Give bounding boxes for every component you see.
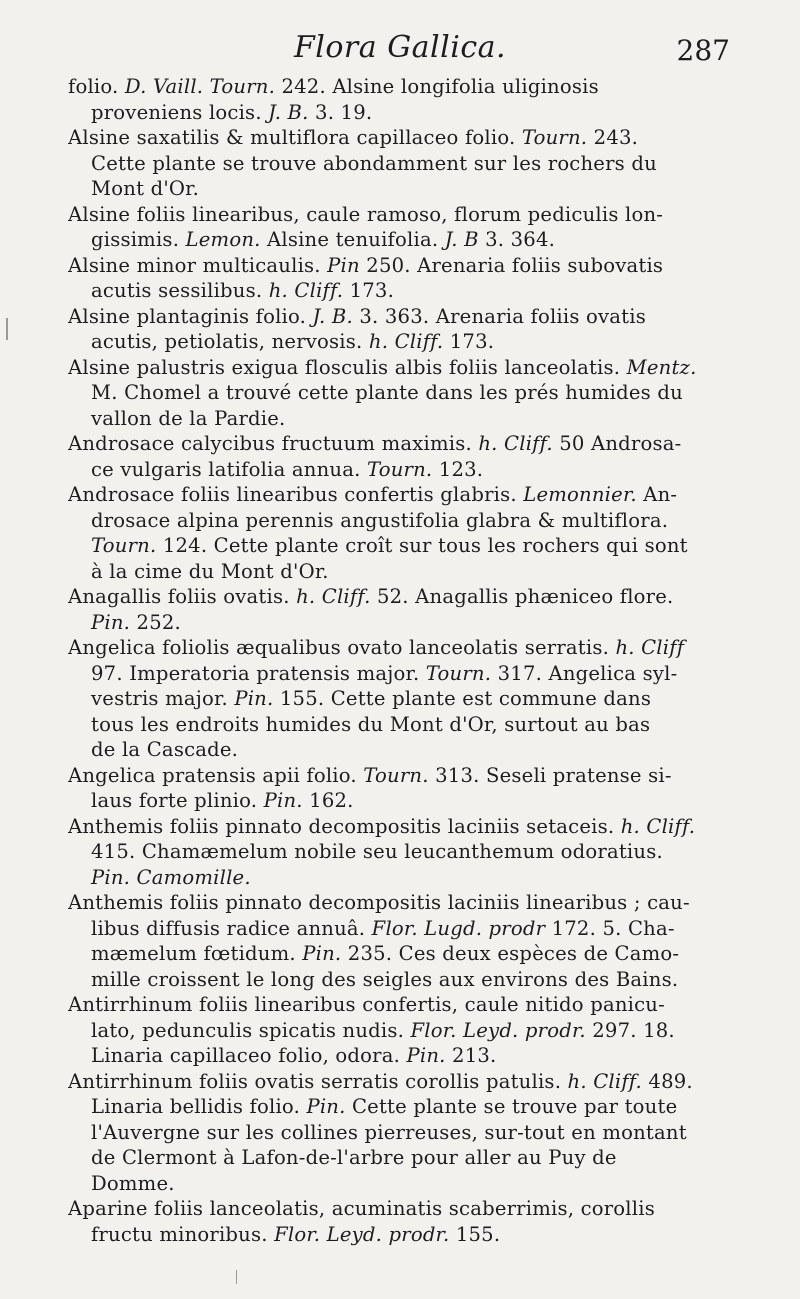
citation-text: Tourn. [91, 534, 157, 557]
citation-text: h. Cliff. [478, 432, 553, 455]
line-text: 162. [302, 789, 354, 812]
text-line [68, 737, 743, 763]
line-text: 297. 18. [585, 1018, 675, 1042]
line-text: Angelica pratensis apii folio. [68, 763, 364, 787]
citation-text: Tourn. [425, 661, 492, 685]
line-text: 124. Cette plante croît sur tous les rochers qui sont [156, 534, 688, 557]
citation-text: Lemon. [185, 228, 261, 251]
line-text: 155. [449, 1222, 501, 1246]
text-line [68, 355, 743, 381]
line-text: proveniens locis. [91, 100, 269, 124]
line-text: Angelica foliolis æqualibus ovato lanceolatis serratis. [68, 636, 616, 659]
line-text: Alsine plantaginis folio. [68, 304, 313, 328]
line-text: Cette plante se trouve par toute [345, 1095, 678, 1118]
text-line [68, 329, 743, 355]
citation-text: Tourn. [521, 126, 588, 149]
line-text: Androsace calycibus fructuum maximis. [68, 432, 479, 455]
body-text [68, 74, 743, 1247]
line-text: Linaria bellidis folio. [91, 1095, 307, 1118]
line-text: Domme. [91, 1171, 175, 1195]
line-text: tous les endroits humides du Mont d'Or, surtout au bas [91, 712, 651, 736]
text-line [68, 227, 743, 253]
citation-text: D. Vaill. Tourn. [124, 75, 276, 98]
text-line [68, 992, 743, 1018]
line-text: de Clermont à Lafon-de-l'arbre pour aller au Puy de [91, 1146, 617, 1169]
line-text: 52. Anagallis phæniceo flore. [370, 585, 674, 608]
citation-text: h. Cliff. [368, 330, 444, 353]
line-text: Cette plante se trouve abondamment sur les rochers du [91, 151, 657, 175]
line-text: Alsine minor multicaulis. [68, 253, 328, 277]
line-text: Anthemis foliis pinnato decompositis laciniis setaceis. [68, 814, 621, 838]
line-text: mille croissent le long des seigles aux environs des Bains. [91, 967, 679, 991]
citation-text: Flor. Leyd. prodr. [274, 1222, 450, 1246]
text-line [68, 406, 743, 432]
text-line [68, 304, 743, 330]
line-text: libus diffusis radice annuâ. [91, 916, 372, 940]
line-text: 173. [443, 330, 495, 353]
text-line [68, 125, 743, 151]
line-text: 3. 363. Arenaria foliis ovatis [352, 304, 646, 328]
line-text: 252. [130, 610, 181, 634]
text-line [68, 100, 743, 126]
text-line [68, 686, 743, 712]
line-text: Androsace foliis linearibus confertis glabris. [68, 483, 524, 506]
page-number: 287 [676, 34, 730, 67]
citation-text: Tourn. [363, 763, 429, 787]
text-line [68, 1196, 743, 1222]
text-line [68, 941, 743, 967]
line-text: Antirrhinum foliis linearibus confertis, caule nitido panicu- [68, 993, 665, 1016]
text-line [68, 380, 743, 406]
citation-text: Pin. Camomille. [91, 865, 251, 889]
text-line [68, 151, 743, 177]
text-line [68, 1120, 743, 1146]
binding-mark [6, 318, 8, 340]
text-line [68, 1145, 743, 1171]
text-line [68, 661, 743, 687]
text-line [68, 74, 743, 100]
line-text: 50 Androsa- [552, 432, 682, 455]
line-text: 242. Alsine longifolia uliginosis [275, 75, 599, 98]
text-line [68, 1069, 743, 1095]
citation-text: Pin. [91, 610, 131, 634]
line-text: fructu minoribus. [91, 1222, 275, 1246]
citation-text: Pin. [263, 789, 303, 812]
line-text: M. Chomel a trouvé cette plante dans les prés humides du [91, 381, 683, 404]
citation-text: Pin. [406, 1044, 446, 1067]
citation-text: Pin. [302, 942, 342, 965]
line-text: 213. [445, 1044, 497, 1067]
line-text: vallon de la Pardie. [91, 406, 286, 430]
line-text: drosace alpina perennis angustifolia glabra & multiflora. [91, 508, 669, 532]
citation-text: h. Cliff. [296, 585, 371, 608]
text-line [68, 814, 743, 840]
text-line [68, 712, 743, 738]
citation-text: h. Cliff [615, 636, 685, 659]
line-text: acutis, petiolatis, nervosis. [91, 330, 369, 353]
text-line [68, 1018, 743, 1044]
text-line [68, 176, 743, 202]
line-text: 172. 5. Cha- [545, 916, 675, 940]
text-line [68, 635, 743, 661]
text-line [68, 763, 743, 789]
text-line [68, 1043, 743, 1069]
citation-text: Pin. [306, 1095, 346, 1118]
line-text: 313. Seseli pratense si- [428, 763, 672, 787]
text-line [68, 788, 743, 814]
line-text: 3. 19. [308, 100, 373, 124]
citation-text: Flor. Lugd. prodr [371, 916, 546, 940]
text-line [68, 278, 743, 304]
citation-text: Mentz. [626, 355, 697, 379]
text-line [68, 890, 743, 916]
line-text: 3. 364. [478, 228, 556, 251]
citation-text: J. B [444, 228, 479, 251]
text-line [68, 1222, 743, 1248]
citation-text: Lemonnier. [523, 483, 637, 506]
text-line [68, 508, 743, 534]
line-text: acutis sessilibus. [91, 279, 269, 302]
line-text: ce vulgaris latifolia annua. [91, 457, 367, 481]
line-text: 243. [587, 126, 639, 149]
text-line [68, 865, 743, 891]
text-line [68, 253, 743, 279]
line-text: Alsine palustris exigua flosculis albis foliis lanceolatis. [68, 355, 627, 379]
text-line [68, 584, 743, 610]
line-text: à la cime du Mont d'Or. [91, 559, 329, 583]
line-text: vestris major. [91, 687, 235, 710]
text-line [68, 610, 743, 636]
line-text: 97. Imperatoria pratensis major. [91, 661, 426, 685]
line-text: Alsine tenuifolia. [260, 228, 445, 251]
line-text: 317. Angelica syl- [491, 661, 678, 685]
text-line [68, 916, 743, 942]
citation-text: Flor. Leyd. prodr. [410, 1018, 586, 1042]
line-text: laus forte plinio. [91, 789, 264, 812]
text-line [68, 1094, 743, 1120]
line-text: 250. Arenaria foliis subovatis [359, 253, 664, 277]
citation-text: Tourn. [366, 457, 433, 481]
citation-text: J. B. [268, 100, 309, 124]
line-text: folio. [68, 75, 125, 98]
citation-text: h. Cliff. [620, 814, 696, 838]
line-text: 173. [343, 279, 395, 302]
text-line [68, 202, 743, 228]
line-text: Alsine foliis linearibus, caule ramoso, florum pediculis lon- [68, 202, 664, 226]
text-line [68, 1171, 743, 1197]
citation-text: h. Cliff. [567, 1069, 642, 1093]
line-text: Linaria capillaceo folio, odora. [91, 1044, 407, 1067]
running-title: Flora Gallica. [293, 30, 507, 65]
line-text: 415. Chamæmelum nobile seu leucanthemum odoratius. [91, 840, 663, 863]
line-text: mæmelum fœtidum. [91, 942, 303, 965]
line-text: Mont d'Or. [91, 177, 200, 200]
line-text: lato, pedunculis spicatis nudis. [91, 1018, 411, 1042]
line-text: Anthemis foliis pinnato decompositis laciniis linearibus ; cau- [68, 891, 690, 914]
citation-text: J. B. [312, 304, 353, 328]
line-text: Antirrhinum foliis ovatis serratis corollis patulis. [68, 1069, 568, 1093]
text-line [68, 559, 743, 585]
text-line [68, 482, 743, 508]
text-line [68, 457, 743, 483]
text-line [68, 431, 743, 457]
line-text: de la Cascade. [91, 738, 239, 761]
line-text: l'Auvergne sur les collines pierreuses, sur-tout en montant [91, 1120, 687, 1144]
line-text: 155. Cette plante est commune dans [273, 687, 652, 710]
line-text: 489. [641, 1069, 693, 1093]
line-text: Alsine saxatilis & multiflora capillaceo folio. [68, 126, 522, 149]
line-text: gissimis. [91, 228, 186, 251]
line-text: 235. Ces deux espèces de Camo- [341, 942, 680, 965]
print-mark [236, 1270, 237, 1284]
citation-text: Pin [327, 253, 360, 277]
text-line [68, 839, 743, 865]
line-text: 123. [432, 457, 484, 481]
line-text: Anagallis foliis ovatis. [68, 585, 297, 608]
line-text: Aparine foliis lanceolatis, acuminatis scaberrimis, corollis [68, 1197, 655, 1220]
citation-text: h. Cliff. [268, 279, 344, 302]
text-line [68, 967, 743, 993]
citation-text: Pin. [234, 687, 274, 710]
text-line [68, 533, 743, 559]
line-text: An- [636, 483, 678, 506]
